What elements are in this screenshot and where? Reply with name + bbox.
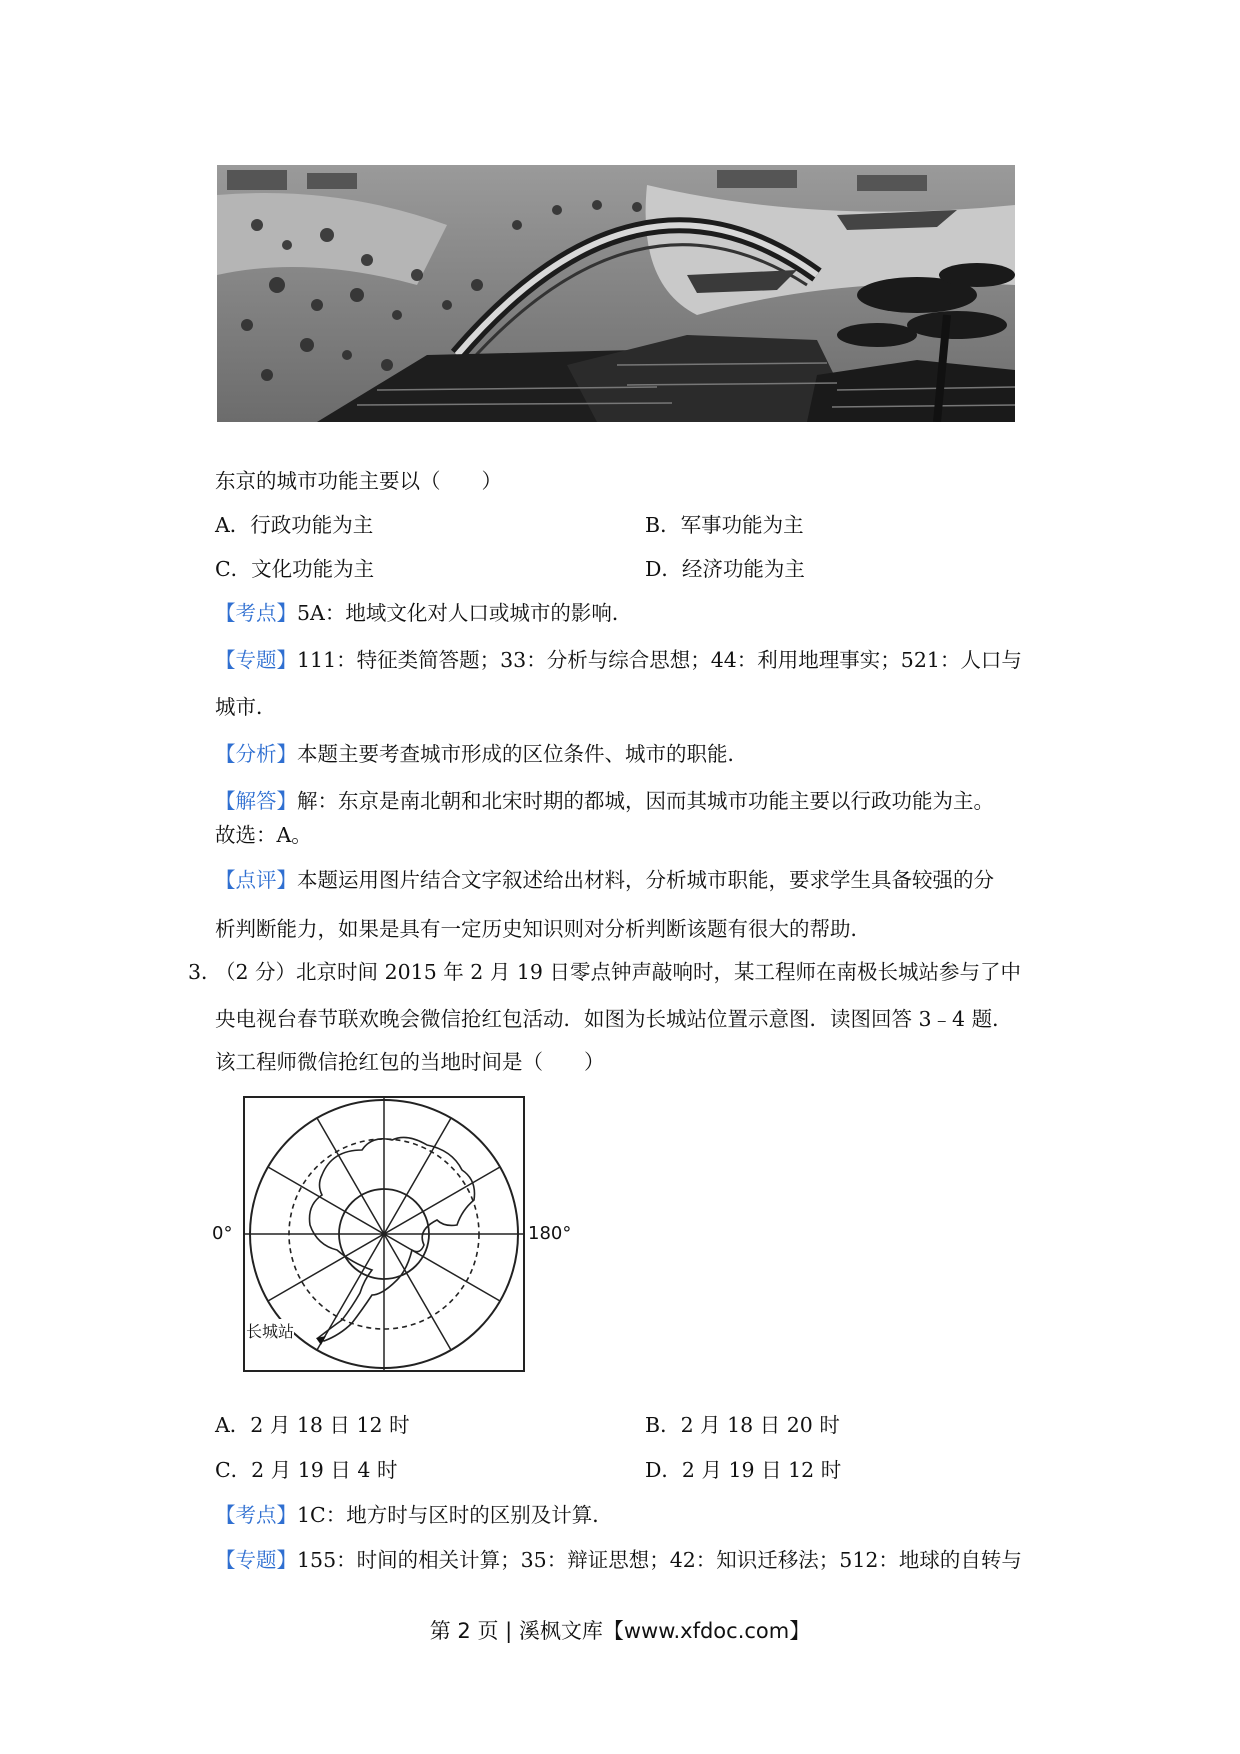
q3-kaodian — [215, 1500, 613, 1530]
q2-jieda-cont: 故选：A。 — [215, 823, 312, 847]
q2-jieda — [215, 786, 994, 816]
q3-option-b: B．2 月 18 日 20 时 — [645, 1413, 840, 1437]
q2-dianping-cont: 析判断能力，如果是具有一定历史知识则对分析判断该题有很大的帮助． — [215, 917, 871, 941]
q3-line3: 该工程师微信抢红包的当地时间是（ ） — [215, 1050, 605, 1074]
q2-option-d: D．经济功能为主 — [645, 557, 805, 581]
zhuanti-tag: 【专题】 — [215, 1548, 297, 1572]
q2-option-c: C．文化功能为主 — [215, 557, 375, 581]
q2-dianping — [215, 865, 994, 895]
q3-zhuanti — [215, 1545, 1022, 1575]
ancient-city-painting — [217, 165, 1015, 422]
dianping-tag: 【点评】 — [215, 868, 297, 892]
q3-option-d: D．2 月 19 日 12 时 — [645, 1458, 842, 1482]
page-footer: 第 2 页 | 溪枫文库【www.xfdoc.com】 — [429, 1619, 811, 1643]
kaodian-tag: 【考点】 — [215, 601, 297, 625]
meridian-0-label: 0° — [212, 1223, 233, 1244]
q2-stem: 东京的城市功能主要以（ ） — [215, 469, 502, 493]
q3-number: 3． — [188, 960, 222, 984]
q2-zhuanti-cont: 城市． — [215, 695, 277, 719]
dianping-text: 本题运用图片结合文字叙述给出材料，分析城市职能，要求学生具备较强的分 — [297, 868, 994, 892]
fenxi-tag: 【分析】 — [215, 742, 297, 766]
q2-fenxi — [215, 739, 748, 769]
q3-option-c: C．2 月 19 日 4 时 — [215, 1458, 398, 1482]
fenxi-text: 本题主要考查城市形成的区位条件、城市的职能． — [297, 742, 748, 766]
q2-zhuanti — [215, 645, 1022, 675]
antarctica-map — [212, 1095, 582, 1377]
q3-option-a: A．2 月 18 日 12 时 — [215, 1413, 410, 1437]
meridian-180-label: 180° — [528, 1223, 572, 1244]
zhuanti-text: 111：特征类简答题；33：分析与综合思想；44：利用地理事实；521：人口与 — [297, 648, 1022, 672]
q2-option-a: A．行政功能为主 — [215, 513, 374, 537]
jieda-tag: 【解答】 — [215, 789, 297, 813]
zhuanti-text: 155：时间的相关计算；35：辩证思想；42：知识迁移法；512：地球的自转与 — [297, 1548, 1022, 1572]
kaodian-text: 1C：地方时与区时的区别及计算． — [297, 1503, 613, 1527]
kaodian-text: 5A：地域文化对人口或城市的影响． — [297, 601, 633, 625]
great-wall-station-label: 长城站 — [246, 1319, 294, 1342]
q2-option-b: B．军事功能为主 — [645, 513, 804, 537]
zhuanti-tag: 【专题】 — [215, 648, 297, 672]
kaodian-tag: 【考点】 — [215, 1503, 297, 1527]
q3-line1: （2 分）北京时间 2015 年 2 月 19 日零点钟声敲响时，某工程师在南极长城站参与了中 — [215, 960, 1021, 984]
jieda-text: 解：东京是南北朝和北宋时期的都城，因而其城市功能主要以行政功能为主。 — [297, 789, 994, 813]
q3-line2: 央电视台春节联欢晚会微信抢红包活动．如图为长城站位置示意图．读图回答 3﹣4 题． — [215, 1007, 1013, 1031]
q2-kaodian — [215, 598, 632, 628]
